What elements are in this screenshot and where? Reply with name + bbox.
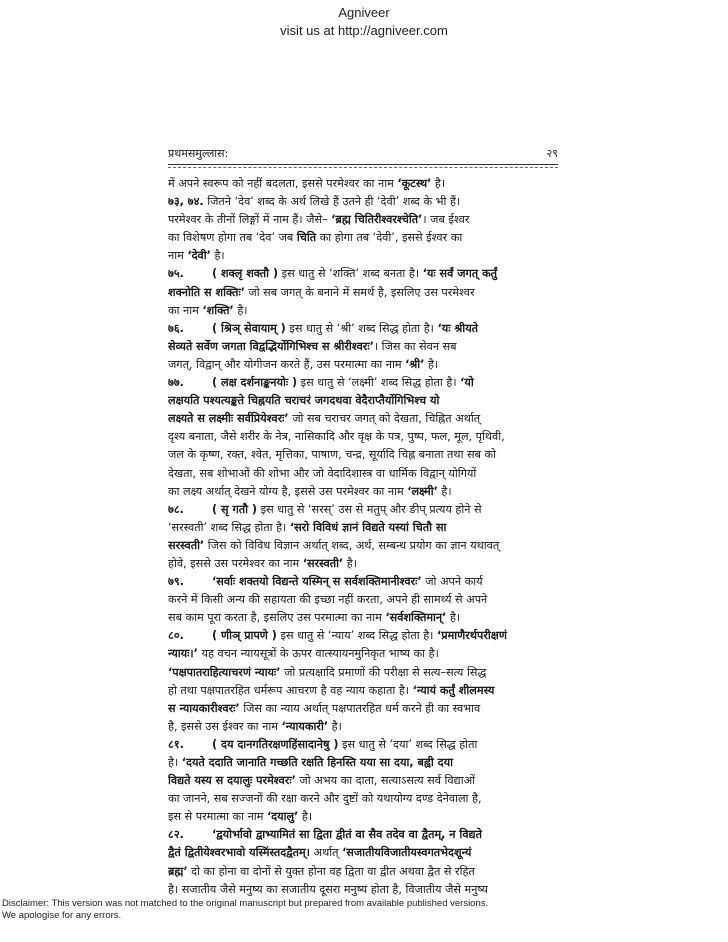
text-segment: ब्रह्म’ xyxy=(168,864,188,878)
text-segment: ‘प्रमाणैरर्थपरीक्षणं xyxy=(436,629,507,643)
text-line xyxy=(168,356,560,374)
text-line xyxy=(168,428,560,446)
text-segment: ‘सरस्वती’ xyxy=(302,556,344,570)
text-line xyxy=(168,754,560,772)
text-segment: देखता, सब शोभाओं की शोभा और जो वेदादिशास्त्र वा धार्मिक विद्वान् योगियों xyxy=(168,466,477,480)
text-line xyxy=(168,320,560,338)
disclaimer-text: Disclaimer: This version was not matched to the original manuscript but prepared from available published versions. xyxy=(2,898,489,909)
text-segment: ‘यः सर्वं जगत् कर्तुं xyxy=(422,267,498,281)
text-line xyxy=(168,410,560,428)
text-segment: । जब ईश्वर xyxy=(422,213,470,227)
footer xyxy=(2,898,722,922)
text-segment: न्यायः।’ xyxy=(168,647,198,661)
text-line xyxy=(168,229,560,247)
text-segment: जो सब जगत् के बनाने में समर्थ है, इसलिए उस परमेश्वर xyxy=(244,285,475,299)
text-line xyxy=(168,609,560,627)
text-segment: का लक्ष्य अर्थात् देखने योग्य है, इससे उस परमेश्वर का नाम xyxy=(168,484,408,498)
text-segment: है। xyxy=(168,756,182,769)
text-line xyxy=(168,645,560,663)
header-rule xyxy=(168,164,558,165)
text-line xyxy=(168,374,560,392)
text-line xyxy=(168,465,560,483)
site-name: Agniveer xyxy=(338,5,390,20)
text-segment: में अपने स्वरूप को नहीं बदलता, इससे परमेश्वर का नाम xyxy=(168,177,398,190)
entry-number: ७५. xyxy=(168,267,184,281)
text-segment: ( दय दानगतिरक्षणहिंसादानेषु ) xyxy=(212,737,339,751)
text-line xyxy=(168,302,560,320)
entry-number: ८०. xyxy=(168,629,184,643)
text-line xyxy=(168,211,560,229)
text-segment: का जानने, सब सज्जनों की रक्षा करने और दुष्टों को यथायोग्य दण्ड देनेवाला है, xyxy=(168,792,482,806)
text-segment: है। सजातीय जैसे मनुष्य का सजातीय दूसरा मनुष्य होता है, विजातीय जैसे मनुष्य xyxy=(168,882,488,896)
text-segment: ‘दयालु’ xyxy=(266,810,299,824)
text-segment: स न्यायकारीश्वरः’ xyxy=(168,701,240,715)
text-line xyxy=(168,175,560,193)
text-line xyxy=(168,519,560,537)
text-segment: जितने ‘देव’ शब्द के अर्थ लिखे हैं उतने ही ‘देवी’ शब्द के भी हैं। xyxy=(203,195,461,209)
text-segment: जिस का न्याय अर्थात् पक्षपातरहित धर्म करने ही का स्वभाव xyxy=(239,701,481,715)
text-segment: ‘ब्रह्म चितिरीश्वरश्चेति’ xyxy=(331,213,423,227)
text-segment: जो प्रत्यक्षादि प्रमाणों की परीक्षा से सत्य–सत्य सिद्ध xyxy=(280,665,487,679)
text-segment: जल के कृष्ण, रक्त, श्वेत, मृत्तिका, पाषाण, चन्द्र, सूर्यादि चिह्न बनाता तथा सब को xyxy=(168,448,497,462)
text-segment: लक्ष्यते स लक्ष्मीः सर्वप्रियेश्वरः’ xyxy=(168,412,289,426)
text-line xyxy=(168,193,560,211)
text-segment: जो सब चराचर जगत् को देखता, चिह्नित अर्थात् xyxy=(288,412,481,426)
text-segment: ( णीञ् प्रापणे ) xyxy=(212,629,277,643)
text-segment: जो अपने कार्य xyxy=(421,575,483,589)
text-segment: है। xyxy=(233,303,248,317)
text-segment: ‘सरो विविधं ज्ञानं विद्यते यस्यां चितौ सा xyxy=(289,520,447,534)
text-line xyxy=(168,501,560,519)
text-segment: इस धातु से ‘शक्ति’ शब्द बनता है। xyxy=(278,267,423,281)
text-segment: है। xyxy=(298,810,313,824)
entry-number: ७९. xyxy=(168,575,184,589)
text-segment: ( श्रिञ् सेवायाम् ) xyxy=(212,321,286,335)
text-segment: सरस्वती’ xyxy=(168,538,205,552)
text-segment: ‘न्यायं कर्तुं शीलमस्य xyxy=(412,683,495,697)
text-segment: है। xyxy=(446,611,461,625)
text-line xyxy=(168,338,560,356)
text-line xyxy=(168,790,560,808)
text-segment: हो तथा पक्षपातरहित धर्मरूप आचरण है वह न्याय कहाता है। xyxy=(168,683,413,697)
text-line xyxy=(168,881,560,899)
text-segment: ( लक्ष दर्शनाङ्कनयोः ) xyxy=(212,376,298,390)
text-line xyxy=(168,826,560,844)
text-line xyxy=(168,555,560,573)
text-segment: ‘दयते ददाति जानाति गच्छति रक्षति हिनस्ति यया सा दया, बह्वी दया xyxy=(181,756,453,769)
entry-number: ७८. xyxy=(168,502,184,516)
text-segment: का होगा तब ‘देवी’, इससे ईश्वर का xyxy=(316,231,463,245)
text-segment: नाम xyxy=(168,249,188,263)
text-segment: इस धातु से ‘दया’ शब्द सिद्ध होता xyxy=(338,737,478,751)
text-line xyxy=(168,573,560,591)
text-line xyxy=(168,808,560,826)
text-segment: ‘पक्षपातराहित्याचरणं न्यायः’ xyxy=(168,665,281,679)
apology-text: We apologise for any errors. xyxy=(2,910,122,921)
text-segment: ‘यो xyxy=(460,376,474,390)
text-segment: इस धातु से ‘लक्ष्मी’ शब्द सिद्ध होता है। xyxy=(297,376,461,390)
header-rule-dashed xyxy=(168,167,558,168)
text-segment: ‘देवी’ xyxy=(187,249,211,263)
text-segment: है। xyxy=(343,556,357,570)
text-segment: इस धातु से ‘श्री’ शब्द सिद्ध होता है। xyxy=(285,321,438,335)
text-segment: अर्थात् xyxy=(309,846,343,860)
text-segment: इस धातु से ‘न्याय’ शब्द सिद्ध होता है। xyxy=(276,629,437,643)
entry-number: ७७. xyxy=(168,376,184,390)
text-segment: इस धातु से ‘सरस्’ उस से मतुप् और ङीप् प्रत्यय होने से xyxy=(257,502,482,516)
text-line xyxy=(168,247,560,265)
text-segment: है। xyxy=(424,357,439,371)
text-segment: सब काम पूरा करता है, इसलिए उस परमात्मा का नाम xyxy=(168,611,386,625)
site-url[interactable]: visit us at http://agniveer.com xyxy=(280,23,448,38)
text-segment: ‘न्यायकारी’ xyxy=(281,719,329,733)
text-segment: है। xyxy=(437,484,452,498)
site-header xyxy=(0,4,728,40)
text-segment: जगत्, विद्वान् और योगीजन करते हैं, उस परमात्मा का नाम xyxy=(168,357,406,371)
text-segment: द्वैतं द्वितीयेश्वरभावो यस्मिंस्तदद्वैतम्। xyxy=(168,846,310,860)
text-segment: ‘सर्वशक्तिमान्’ xyxy=(385,611,447,625)
text-segment: दृश्य बनाता, जैसे शरीर के नेत्र, नासिकादि और वृक्ष के पत्र, पुष्प, फल, मूल, पृथिवी, xyxy=(168,430,505,444)
text-segment: लक्षयति पश्यत्यङ्कते चिह्नयति चराचरं जगदथवा वेदैराप्तैर्योगिभिश्च यो xyxy=(168,394,440,408)
text-line xyxy=(168,627,560,645)
text-line xyxy=(168,664,560,682)
text-segment: शक्नोति स शक्तिः’ xyxy=(168,285,245,299)
text-line xyxy=(168,700,560,718)
text-segment: । जिस का सेवन सब xyxy=(373,339,457,353)
entry-number: ८२. xyxy=(168,828,184,842)
text-line xyxy=(168,483,560,501)
text-segment: ‘शक्ति’ xyxy=(202,303,234,317)
text-line xyxy=(168,284,560,302)
text-line xyxy=(168,265,560,283)
text-segment: ( शक्लृ शक्तौ ) xyxy=(212,267,279,281)
text-segment: इस से परमात्मा का नाम xyxy=(168,810,267,824)
text-segment: विद्यते यस्य स दयालुः परमेश्वरः’ xyxy=(168,774,296,788)
text-segment: है। xyxy=(328,719,342,733)
text-line xyxy=(168,446,560,464)
text-segment: होवे, इससे उस परमेश्वर का नाम xyxy=(168,556,303,570)
text-segment: ‘कूटस्थ’ xyxy=(397,177,432,190)
text-segment: का नाम xyxy=(168,303,203,317)
page-number: २९ xyxy=(546,147,558,160)
text-segment: जिस को विविध विज्ञान अर्थात् शब्द, अर्थ, सम्बन्ध प्रयोग का ज्ञान यथावत् xyxy=(204,538,500,552)
text-segment: परमेश्वर के तीनों लिङ्गों में नाम हैं। जैसे– xyxy=(168,213,332,227)
running-head xyxy=(168,146,558,164)
text-segment: ‘सर्वाः शक्तयो विद्यन्ते यस्मिन् स सर्वशक्तिमानीश्वरः’ xyxy=(212,575,422,589)
text-segment: है, इससे उस ईश्वर का नाम xyxy=(168,719,282,733)
chapter-title: प्रथमसमुल्लास: xyxy=(168,147,229,160)
text-line xyxy=(168,736,560,754)
text-segment: करने में किसी अन्य की सहायता की इच्छा नहीं करता, अपने ही सामर्थ्य से अपने xyxy=(168,593,488,607)
text-line xyxy=(168,392,560,410)
text-segment: ‘लक्ष्मी’ xyxy=(407,484,438,498)
text-segment: ‘सरस्वती’ शब्द सिद्ध होता है। xyxy=(168,520,290,534)
text-segment: ( सृ गतौ ) xyxy=(212,502,258,516)
text-segment: ‘द्वयोर्भावो द्वाभ्यामितं सा द्विता द्वीतं वा सैव तदेव वा द्वैतम्, न विद्यते xyxy=(212,828,482,842)
text-segment: है। xyxy=(431,177,446,190)
text-segment: चिति xyxy=(296,231,317,245)
text-line xyxy=(168,537,560,555)
text-segment: जो अभय का दाता, सत्याऽसत्य सर्व विद्याओं xyxy=(295,774,476,788)
text-segment: ‘सजातीयविजातीयस्वगतभेदशून्यं xyxy=(342,846,472,860)
entry-number: ७६. xyxy=(168,321,184,335)
text-line xyxy=(168,863,560,881)
text-line xyxy=(168,718,560,736)
text-line xyxy=(168,591,560,609)
text-segment: है। xyxy=(210,249,225,263)
text-segment: ‘श्री’ xyxy=(405,357,425,371)
text-segment: ७३, ७४. xyxy=(168,195,204,209)
text-line xyxy=(168,844,560,862)
text-segment: का विशेषण होगा तब ‘देव’ जब xyxy=(168,231,297,245)
page-body xyxy=(168,175,560,899)
text-segment: दो का होना वा दोनों से युक्त होना वह द्विता वा द्वीत अथवा द्वैत से रहित xyxy=(187,864,475,878)
text-segment: सेव्यते सर्वेण जगता विद्वद्भिर्योगिभिश्च स श्रीरीश्वरः’ xyxy=(168,339,374,353)
text-line xyxy=(168,682,560,700)
entry-number: ८१. xyxy=(168,737,184,751)
text-segment: यह वचन न्यायसूत्रों के ऊपर वात्स्यायनमुनिकृत भाष्य का है। xyxy=(197,647,439,661)
text-segment: ‘यः श्रीयते xyxy=(437,321,479,335)
text-line xyxy=(168,772,560,790)
